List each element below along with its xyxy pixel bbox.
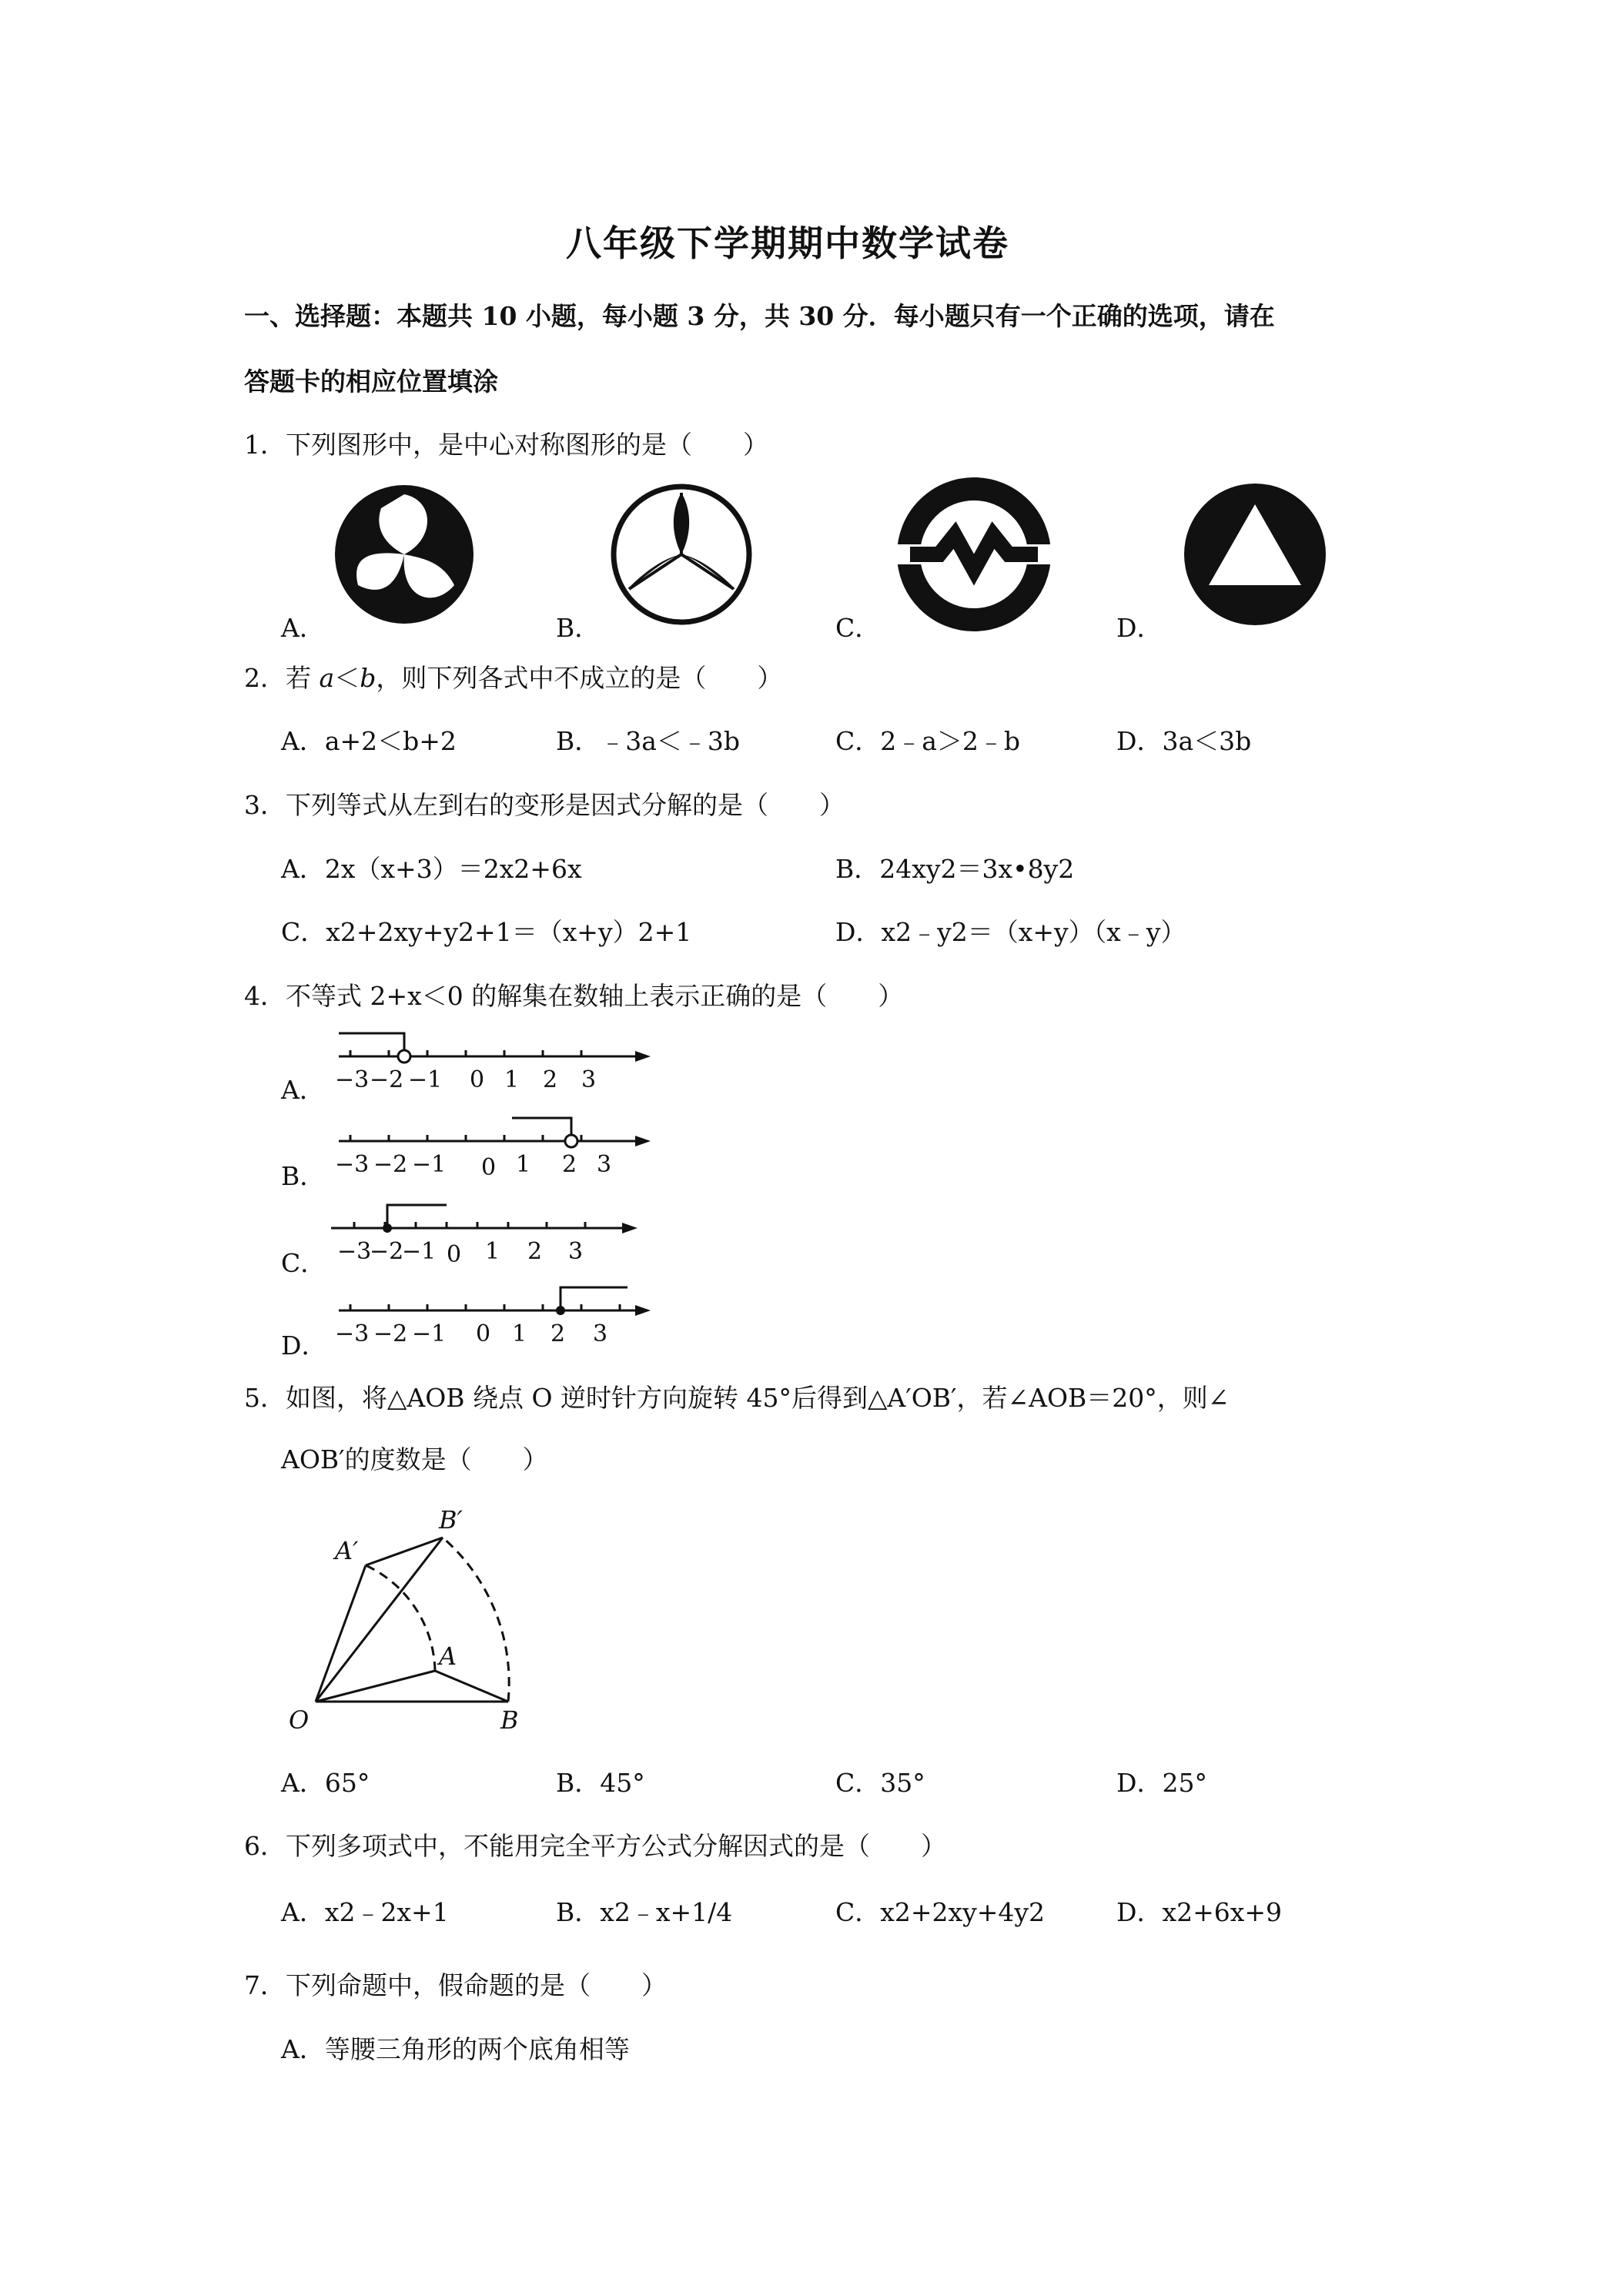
q1-figure-b	[604, 477, 758, 631]
tick-label: −1	[412, 1151, 447, 1178]
tick-label: 0	[470, 1066, 485, 1093]
q6-option-d: D．x2+6x+9	[1116, 1897, 1282, 1927]
q1-figure-c	[893, 474, 1055, 635]
tick-label: −2	[370, 1066, 404, 1093]
tick-label: −3	[335, 1151, 370, 1178]
figure-label: O	[289, 1705, 310, 1735]
q6-option-a: A．x2﹣2x+1	[281, 1897, 449, 1927]
figure-label: A	[439, 1642, 457, 1671]
q1-option-a: A．	[281, 613, 325, 643]
q2-stem: 2．若 a＜b，则下列各式中不成立的是（ ）	[244, 663, 783, 693]
section-header-line2: 答题卡的相应位置填涂	[244, 366, 498, 397]
section-header-line1: 一、选择题：本题共 10 小题，每小题 3 分，共 30 分．每小题只有一个正确的选项，请在	[244, 301, 1275, 331]
tick-label: −3	[335, 1066, 370, 1093]
q4-label-a: A．	[281, 1075, 325, 1105]
page-title: 八年级下学期期中数学试卷	[566, 223, 1009, 264]
q1-stem: 1．下列图形中，是中心对称图形的是（ ）	[244, 430, 768, 460]
tick-label: 2	[543, 1066, 558, 1093]
q1-figure-a	[327, 477, 481, 631]
tick-label: 2	[562, 1151, 577, 1178]
figure-label: B′	[439, 1505, 463, 1535]
tick-label: 3	[597, 1151, 612, 1178]
q5-stem-line1: 5．如图，将△AOB 绕点 O 逆时针方向旋转 45°后得到△A′OB′，若∠AOB＝20°，则∠	[244, 1383, 1230, 1413]
q7-option-a: A．等腰三角形的两个底角相等	[281, 2034, 630, 2064]
tick-label: 1	[516, 1151, 531, 1178]
q4-label-c: C．	[281, 1248, 326, 1278]
q5-option-d: D．25°	[1116, 1768, 1207, 1798]
figure-label: B	[500, 1705, 519, 1735]
q1-figure-d	[1178, 477, 1332, 631]
tick-label: −1	[408, 1066, 443, 1093]
q2-option-b: B．﹣3a＜﹣3b	[556, 726, 741, 756]
tick-label: −3	[337, 1238, 372, 1265]
figure-label: A′	[335, 1536, 359, 1565]
tick-label: −2	[373, 1151, 408, 1178]
tick-label: −1	[412, 1320, 447, 1347]
q6-option-b: B．x2﹣x+1/4	[556, 1897, 733, 1927]
tick-label: 0	[447, 1241, 462, 1265]
q1-option-b: B．	[556, 613, 601, 643]
q5-rotation-figure	[281, 1505, 566, 1736]
q2-option-a: A．a+2＜b+2	[281, 726, 457, 756]
tick-label: 2	[527, 1238, 543, 1265]
q7-stem: 7．下列命题中，假命题的是（ ）	[244, 1970, 667, 2000]
tick-label: 3	[593, 1320, 608, 1347]
q4-numberline-b	[331, 1109, 654, 1178]
q4-numberline-a	[331, 1024, 654, 1093]
q4-label-b: B．	[281, 1161, 326, 1191]
tick-label: 2	[550, 1320, 566, 1347]
q2-option-c: C．2﹣a＞2﹣b	[835, 726, 1021, 756]
q3-option-d: D．x2﹣y2＝（x+y）（x﹣y）	[835, 917, 1186, 947]
q3-option-b: B．24xy2＝3x•8y2	[835, 854, 1075, 884]
tick-label: 3	[568, 1238, 584, 1265]
tick-label: 0	[476, 1320, 491, 1347]
q3-option-c: C．x2+2xy+y2+1＝（x+y）2+1	[281, 917, 692, 947]
tick-label: 3	[581, 1066, 597, 1093]
q5-option-b: B．45°	[556, 1768, 645, 1798]
tick-label: 1	[485, 1238, 500, 1265]
q4-numberline-c	[331, 1196, 639, 1265]
tick-label: 1	[504, 1066, 520, 1093]
q6-option-c: C．x2+2xy+4y2	[835, 1897, 1046, 1927]
q5-option-a: A．65°	[281, 1768, 370, 1798]
q2-option-d: D．3a＜3b	[1116, 726, 1252, 756]
q5-stem-line2: AOB′的度数是（ ）	[281, 1444, 548, 1474]
tick-label: −2	[373, 1320, 408, 1347]
q3-stem: 3．下列等式从左到右的变形是因式分解的是（ ）	[244, 790, 845, 820]
tick-label: 1	[512, 1320, 527, 1347]
q1-option-d: D．	[1116, 613, 1163, 643]
q3-option-a: A．2x（x+3）＝2x2+6x	[281, 854, 582, 884]
tick-label: 0	[481, 1154, 497, 1178]
q5-option-c: C．35°	[835, 1768, 925, 1798]
tick-label: −3	[335, 1320, 370, 1347]
tick-label: −2	[370, 1238, 404, 1265]
q6-stem: 6．下列多项式中，不能用完全平方公式分解因式的是（ ）	[244, 1831, 946, 1861]
q1-option-c: C．	[835, 613, 881, 643]
q4-label-d: D．	[281, 1330, 327, 1361]
q4-numberline-d	[331, 1278, 654, 1347]
tick-label: −1	[402, 1238, 437, 1265]
q4-stem: 4．不等式 2+x＜0 的解集在数轴上表示正确的是（ ）	[244, 981, 904, 1011]
